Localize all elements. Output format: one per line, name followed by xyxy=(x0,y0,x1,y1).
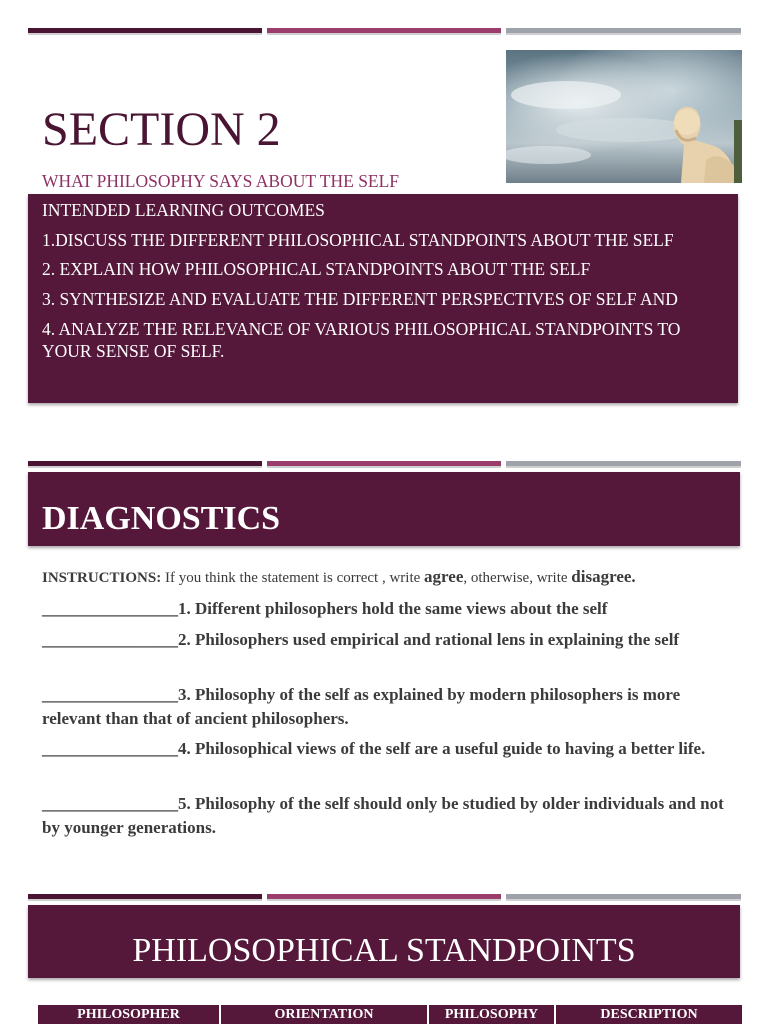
instructions-mid: , otherwise, write xyxy=(463,570,572,586)
answer-blank[interactable]: ________________ xyxy=(42,794,178,813)
accent-bar-magenta xyxy=(267,461,501,468)
table-header-philosophy: PHILOSOPHY xyxy=(429,1005,554,1024)
accent-bar-dark xyxy=(28,894,262,901)
statue-illustration xyxy=(506,50,742,183)
statue-sky-image xyxy=(506,50,742,183)
table-header-philosopher: PHILOSOPHER xyxy=(38,1005,219,1024)
diagnostic-statement: 1. Different philosophers hold the same views about the self xyxy=(178,599,608,618)
accent-bar-dark xyxy=(28,461,262,468)
instructions xyxy=(42,566,742,589)
answer-blank[interactable]: ________________ xyxy=(42,630,178,649)
outcome-item: 2. EXPLAIN HOW PHILOSOPHICAL STANDPOINTS ABOUT THE SELF xyxy=(42,259,591,279)
instructions-text: If you think the statement is correct , write xyxy=(161,570,425,586)
diagnostic-item xyxy=(42,737,732,761)
outcome-item: 3. SYNTHESIZE AND EVALUATE THE DIFFERENT PERSPECTIVES OF SELF AND xyxy=(42,289,678,309)
outcomes-heading: INTENDED LEARNING OUTCOMES xyxy=(42,200,325,220)
section-subtitle: WHAT PHILOSOPHY SAYS ABOUT THE SELF xyxy=(42,171,400,191)
disagree-word: disagree. xyxy=(571,567,636,586)
outcome-item: 1.DISCUSS THE DIFFERENT PHILOSOPHICAL STANDPOINTS ABOUT THE SELF xyxy=(42,230,674,250)
agree-word: agree xyxy=(424,567,464,586)
diagnostic-item xyxy=(42,683,732,731)
section-title: SECTION 2 xyxy=(42,103,281,156)
answer-blank[interactable]: ________________ xyxy=(42,599,178,618)
accent-bar-magenta xyxy=(267,28,501,35)
accent-bar-gray xyxy=(506,28,741,35)
table-header-description: DESCRIPTION xyxy=(556,1005,742,1024)
diagnostic-statement: 2. Philosophers used empirical and rational lens in explaining the self xyxy=(178,630,680,649)
diagnostic-item xyxy=(42,792,732,840)
table-header-orientation: ORIENTATION xyxy=(221,1005,427,1024)
accent-bar-gray xyxy=(506,461,741,468)
standpoints-title: PHILOSOPHICAL STANDPOINTS xyxy=(132,932,636,969)
diagnostic-statement: 5. Philosophy of the self should only be studied by older individuals and not by younger generations. xyxy=(42,794,724,837)
accent-bar-magenta xyxy=(267,894,501,901)
diagnostic-statement: 4. Philosophical views of the self are a useful guide to having a better life. xyxy=(178,739,706,758)
answer-blank[interactable]: ________________ xyxy=(42,739,178,758)
instructions-label: INSTRUCTIONS: xyxy=(42,570,162,586)
accent-bar-dark xyxy=(28,28,262,35)
accent-bar-gray xyxy=(506,894,741,901)
diagnostic-statement: 3. Philosophy of the self as explained by modern philosophers is more relevant than that of ancient philosophers. xyxy=(42,685,681,728)
answer-blank[interactable]: ________________ xyxy=(42,685,178,704)
diagnostics-title: DIAGNOSTICS xyxy=(42,500,281,537)
outcome-item: 4. ANALYZE THE RELEVANCE OF VARIOUS PHILOSOPHICAL STANDPOINTS TO YOUR SENSE OF SELF. xyxy=(42,319,681,361)
diagnostic-item xyxy=(42,628,732,652)
diagnostic-item xyxy=(42,597,732,621)
